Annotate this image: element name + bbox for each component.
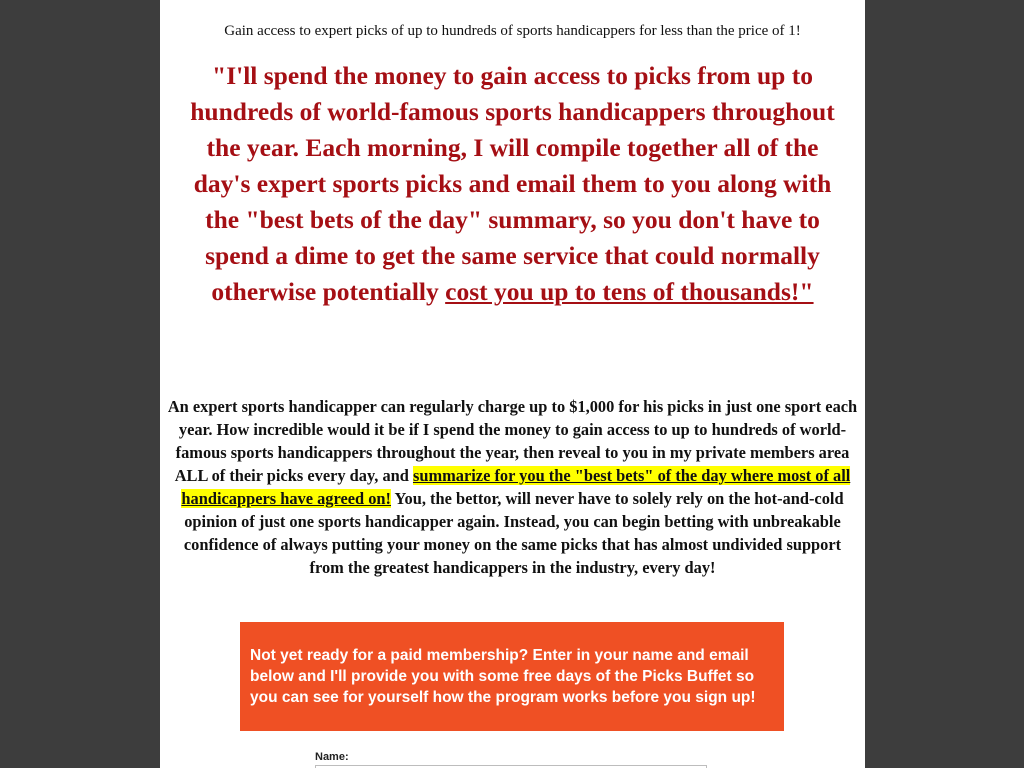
optin-message: Not yet ready for a paid membership? Enter in your name and email below and I'll provide you with some free days of the Picks Buffet so you can see for yourself how the program works before you sign up! — [250, 647, 756, 706]
tagline: Gain access to expert picks of up to hundreds of sports handicappers for less than the price of 1! — [224, 23, 801, 39]
optin-box — [240, 622, 784, 731]
headline-underlined-text: cost you up to tens of thousands!" — [445, 277, 814, 306]
highlighted-text: summarize for you the "best bets" of the day where most of all handicappers have agreed on! — [181, 466, 851, 508]
body-text-part-2: You, the bettor, will never have to solely rely on the hot-and-cold opinion of just one sports handicapper again. Instead, you can begin betting with unbreakable confidence of always putting your money on the same picks that has almost undivided support from the greatest handicappers in the industry, every day! — [183, 489, 844, 577]
body-text-part-1: An expert sports handicapper can regularly charge up to $1,000 for his picks in just one sport each year. How incredible would it be if I spend the money to gain access to up to hundreds of world-famous sports handicappers throughout the year, then reveal to you in my private members area ALL of their picks every day, and — [167, 397, 858, 485]
headline — [180, 58, 845, 310]
body-paragraph — [166, 395, 859, 579]
name-label: Name: — [315, 751, 349, 763]
page-content — [160, 0, 865, 768]
headline-text: "I'll spend the money to gain access to picks from up to hundreds of world-famous sports handicappers throughout the year. Each morning, I will compile together all of the day's expert sports picks and email them to you along with the "best bets of the day" summary, so you don't have to spend a dime to get the same service that could normally otherwise potentially — [190, 61, 835, 306]
